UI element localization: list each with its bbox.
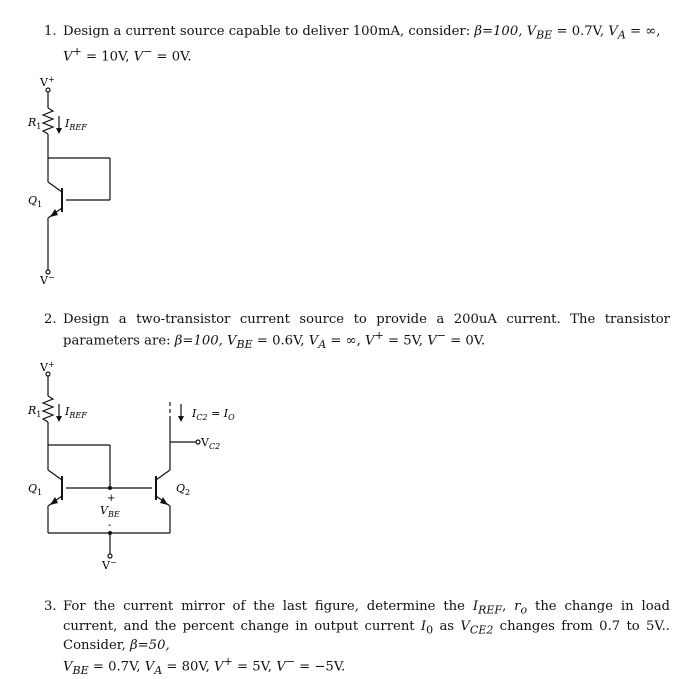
iref-arrow-icon: [56, 128, 62, 134]
circuit1-q1-label: $Q_1$: [28, 194, 43, 209]
problem-text: Design a two-transistor current source to provide a 200uA current. The transistor parameters are: β=100, $V_{BE} = 0.6V$, $V_A$ = ∞, V+ = 5V, V− = 0V.: [63, 312, 670, 352]
circuit2-q2-label: $Q_2$: [176, 482, 191, 497]
circuit1-vminus-label: V−: [40, 273, 55, 287]
circuit2-vminus-label: V−: [102, 558, 117, 572]
circuit2-r1-label: $R_1$: [28, 404, 42, 419]
iref-arrow-icon: [56, 416, 62, 422]
problem-2: [44, 312, 670, 353]
problem-text: For the current mirror of the last figure, determine the $I_{REF}$, $r_o$ the change in load current, and the percent change in output current $I_0$ as $V_{CE2}$ changes from 0.7 to 5V.. Consider, β=50, $V_{BE} = 0.7V$, $V_A = 80V$, V+ = 5V, V− = −5V.: [63, 599, 670, 678]
circuit2-ic2-label: $I_{C2} = I_O$: [192, 407, 235, 422]
circuit2-vbe-label: $V_{BE}$: [100, 504, 120, 519]
emitter-arrow-icon: [50, 209, 58, 217]
q2-emitter-arrow-icon: [160, 497, 168, 505]
circuit1-vplus-label: V+: [40, 75, 55, 89]
circuit2-iref-label: $I_{REF}$: [65, 405, 87, 420]
circuit2-vbe-minus: -: [108, 520, 112, 531]
circuit1-iref-label: $I_{REF}$: [65, 117, 87, 132]
circuit2-vc2-label: $V_{C2}$: [201, 436, 221, 451]
problem-number: 3.: [44, 599, 57, 614]
emitter-junction-dot: [108, 531, 112, 535]
base-junction-dot: [108, 486, 112, 490]
vc2-terminal: [196, 440, 200, 444]
problem-text: Design a current source capable to deliver 100mA, consider: β=100, $V_{BE} = 0.7V$, $V_A$ = ∞, V+ = 10V, V− = 0V.: [63, 24, 661, 65]
problem-3: [44, 599, 670, 679]
circuit2-vplus-label: V+: [40, 360, 55, 374]
circuit1-r1-label: $R_1$: [28, 116, 42, 131]
problem-number: 2.: [44, 312, 57, 327]
problem-1: [44, 24, 670, 65]
resistor-r1: [43, 396, 53, 422]
problem-number: 1.: [44, 24, 57, 39]
circuit2-q1-label: $Q_1$: [28, 482, 43, 497]
circuit2-vbe-plus: +: [107, 493, 116, 504]
circuit-2-diagram: [0, 358, 700, 588]
resistor-r1: [43, 108, 53, 134]
circuit-1-diagram: [0, 70, 700, 300]
ic2-arrow-icon: [178, 416, 184, 422]
q1-emitter-arrow-icon: [50, 497, 58, 505]
